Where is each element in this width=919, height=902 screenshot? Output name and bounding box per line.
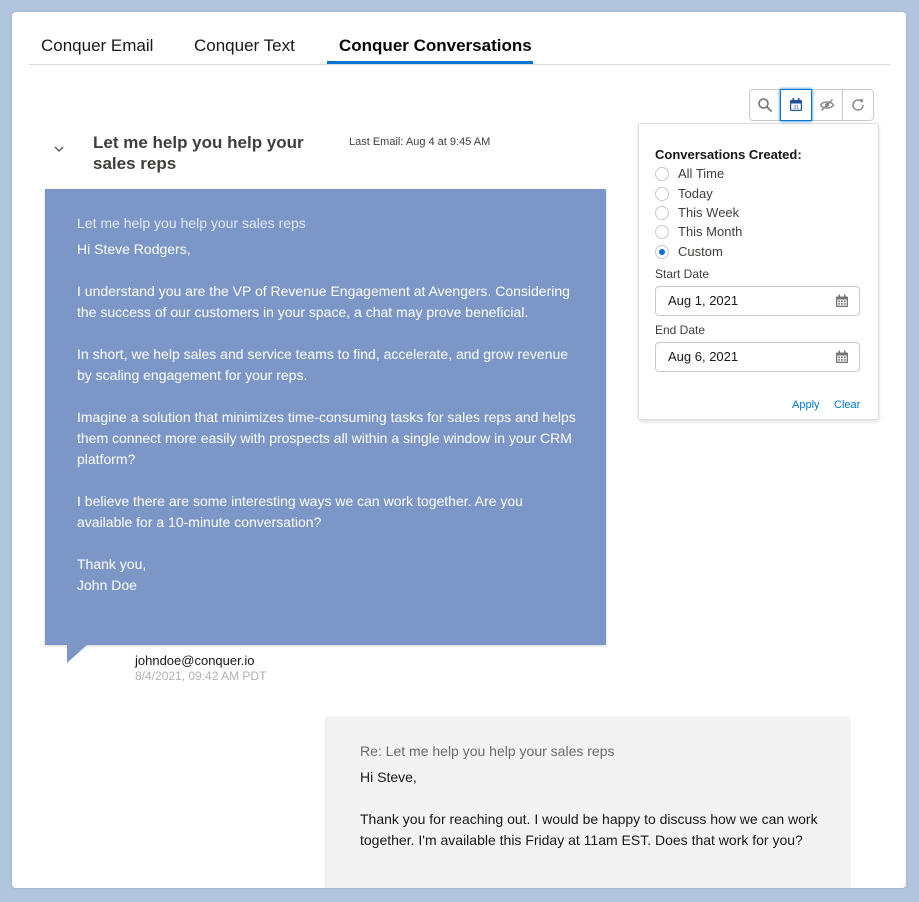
email-signature: John Doe xyxy=(77,577,137,593)
end-date-input[interactable] xyxy=(655,342,860,372)
radio-label: This Month xyxy=(678,224,743,239)
radio-label: Today xyxy=(678,186,713,201)
chevron-down-icon[interactable] xyxy=(52,142,66,156)
calendar-day: 31 xyxy=(793,105,799,111)
radio-label: Custom xyxy=(678,244,723,259)
clear-button[interactable]: Clear xyxy=(834,399,861,411)
email-closing: Thank you, xyxy=(77,556,147,572)
email-paragraph: I understand you are the VP of Revenue Engagement at Avengers. Considering the success of our customers in your space, a chat may prove beneficial. xyxy=(77,283,570,320)
calendar-icon[interactable] xyxy=(835,294,849,308)
reply-subject: Re: Let me help you help your sales reps xyxy=(360,743,615,759)
refresh-icon xyxy=(850,97,866,113)
sender-address: johndoe@conquer.io xyxy=(135,653,255,668)
email-greeting: Hi Steve Rodgers, xyxy=(77,241,191,257)
radio-today[interactable] xyxy=(655,186,713,201)
conversations-card xyxy=(12,12,906,888)
tab-conquer-text[interactable]: Conquer Text xyxy=(194,36,295,55)
reply-paragraph: Thank you for reaching out. I would be happy to discuss how we can work together. I'm available this Friday at 11am EST. Does that work for you? xyxy=(360,811,818,848)
active-tab-indicator xyxy=(327,61,533,64)
radio-button[interactable] xyxy=(655,206,669,220)
radio-all-time[interactable] xyxy=(655,166,724,181)
bubble-tail xyxy=(67,645,87,663)
radio-button-selected[interactable] xyxy=(655,245,669,259)
outgoing-email-bubble xyxy=(45,189,606,645)
tab-conquer-email[interactable]: Conquer Email xyxy=(41,36,154,55)
filter-title: Conversations Created: xyxy=(655,147,802,162)
email-subject: Let me help you help your sales reps xyxy=(77,215,306,231)
search-icon xyxy=(757,97,773,113)
radio-button[interactable] xyxy=(655,167,669,181)
radio-button[interactable] xyxy=(655,225,669,239)
radio-button[interactable] xyxy=(655,187,669,201)
date-filter-button[interactable] xyxy=(780,89,812,121)
end-date-label: End Date xyxy=(655,323,706,337)
end-date-value: Aug 6, 2021 xyxy=(668,349,739,364)
calendar-icon[interactable] xyxy=(835,350,849,364)
sent-timestamp: 8/4/2021, 09:42 AM PDT xyxy=(135,669,267,683)
conversation-title: Let me help you help your sales reps xyxy=(93,133,304,173)
hide-icon xyxy=(819,97,835,113)
refresh-button[interactable] xyxy=(842,89,874,121)
reply-greeting: Hi Steve, xyxy=(360,769,417,785)
last-email-timestamp: Last Email: Aug 4 at 9:45 AM xyxy=(349,136,491,148)
calendar-icon xyxy=(788,97,804,113)
hide-button[interactable] xyxy=(811,89,843,121)
start-date-label: Start Date xyxy=(655,267,710,281)
radio-this-week[interactable] xyxy=(655,205,739,220)
start-date-value: Aug 1, 2021 xyxy=(668,293,739,308)
apply-button[interactable]: Apply xyxy=(792,399,820,411)
email-paragraph: In short, we help sales and service teams to find, accelerate, and grow revenue by scaling engagement for your reps. xyxy=(77,346,569,383)
reply-email-bubble xyxy=(326,717,849,888)
search-button[interactable] xyxy=(749,89,781,121)
tab-bar xyxy=(29,12,890,65)
radio-label: This Week xyxy=(678,205,740,220)
date-filter-popover xyxy=(638,123,879,420)
radio-label: All Time xyxy=(678,166,725,181)
radio-this-month[interactable] xyxy=(655,224,742,239)
start-date-input[interactable] xyxy=(655,286,860,316)
email-paragraph: I believe there are some interesting ways we can work together. Are you available for a 10-minute conversation? xyxy=(77,493,523,530)
email-paragraph: Imagine a solution that minimizes time-consuming tasks for sales reps and helps them connect more easily with prospects all within a single window in your CRM platform? xyxy=(77,409,576,467)
tab-conquer-conversations[interactable]: Conquer Conversations xyxy=(339,36,532,55)
conversation-toolbar xyxy=(749,89,874,121)
radio-custom[interactable] xyxy=(655,244,723,259)
